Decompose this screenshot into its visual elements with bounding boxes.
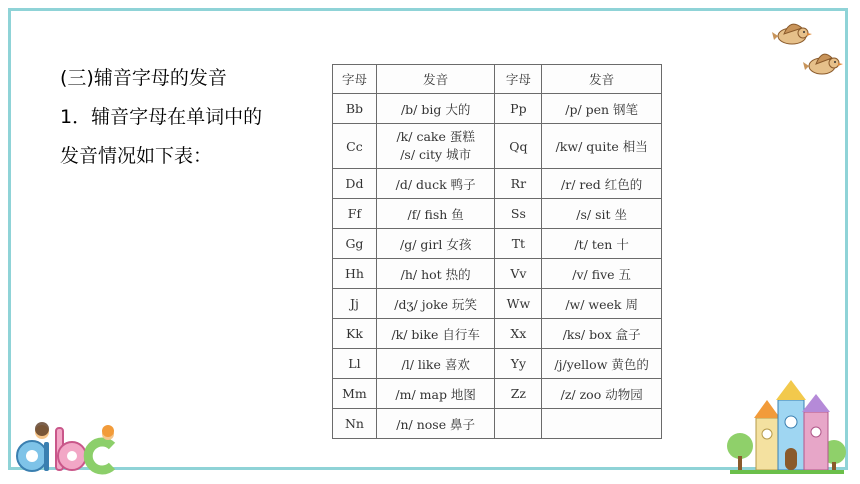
sound-cell: /h/ hot 热的 — [376, 259, 495, 289]
table-row — [333, 229, 662, 259]
sound-cell: /m/ map 地图 — [376, 379, 495, 409]
letter-cell: Hh — [333, 259, 377, 289]
header-sound: 发音 — [542, 65, 662, 94]
table-row — [333, 379, 662, 409]
letter-cell: Ff — [333, 199, 377, 229]
table-row — [333, 169, 662, 199]
consonant-table — [332, 64, 662, 439]
castle-icon — [722, 378, 852, 478]
header-letter: 字母 — [495, 65, 542, 94]
letter-cell: Mm — [333, 379, 377, 409]
letter-cell: Vv — [495, 259, 542, 289]
sound-cell — [542, 409, 662, 439]
sound-line: /s/ city 城市 — [400, 147, 472, 162]
sound-cell: /l/ like 喜欢 — [376, 349, 495, 379]
letter-cell: Gg — [333, 229, 377, 259]
subheading-line-1: 1．辅音字母在单词中的 — [60, 106, 263, 128]
header-sound: 发音 — [376, 65, 495, 94]
sound-cell: /f/ fish 鱼 — [376, 199, 495, 229]
letter-cell: Kk — [333, 319, 377, 349]
letter-cell: Rr — [495, 169, 542, 199]
sound-cell: /kw/ quite 相当 — [542, 124, 662, 169]
letter-cell — [495, 409, 542, 439]
letter-cell: Tt — [495, 229, 542, 259]
sound-cell: /v/ five 五 — [542, 259, 662, 289]
sound-cell: /k/ bike 自行车 — [376, 319, 495, 349]
abc-letters-icon — [12, 418, 122, 476]
sound-cell: /n/ nose 鼻子 — [376, 409, 495, 439]
table-row — [333, 409, 662, 439]
sound-cell: /g/ girl 女孩 — [376, 229, 495, 259]
table-row — [333, 199, 662, 229]
table-row — [333, 94, 662, 124]
sound-cell: /dʒ/ joke 玩笑 — [376, 289, 495, 319]
letter-cell: Jj — [333, 289, 377, 319]
letter-cell: Ss — [495, 199, 542, 229]
subheading-line-2: 发音情况如下表： — [60, 145, 213, 167]
sound-line: /k/ cake 蛋糕 — [396, 129, 475, 144]
letter-cell: Cc — [333, 124, 377, 169]
sound-cell: /w/ week 周 — [542, 289, 662, 319]
sound-cell: /p/ pen 钢笔 — [542, 94, 662, 124]
sound-cell: /ks/ box 盒子 — [542, 319, 662, 349]
birds-icon — [770, 14, 852, 84]
letter-cell: Xx — [495, 319, 542, 349]
header-letter: 字母 — [333, 65, 377, 94]
letter-cell: Pp — [495, 94, 542, 124]
table-row — [333, 349, 662, 379]
letter-cell: Nn — [333, 409, 377, 439]
sound-cell: /d/ duck 鸭子 — [376, 169, 495, 199]
sound-cell: /z/ zoo 动物园 — [542, 379, 662, 409]
letter-cell: Bb — [333, 94, 377, 124]
table-row — [333, 289, 662, 319]
table-row — [333, 319, 662, 349]
letter-cell: Dd — [333, 169, 377, 199]
sound-cell: /r/ red 红色的 — [542, 169, 662, 199]
section-heading: (三)辅音字母的发音 — [60, 67, 227, 89]
letter-cell: Zz — [495, 379, 542, 409]
letter-cell: Yy — [495, 349, 542, 379]
letter-cell: Ll — [333, 349, 377, 379]
letter-cell: Ww — [495, 289, 542, 319]
table-row — [333, 124, 662, 169]
sound-cell — [376, 124, 495, 169]
letter-cell: Qq — [495, 124, 542, 169]
table-row — [333, 259, 662, 289]
sound-cell: /j/yellow 黄色的 — [542, 349, 662, 379]
sound-cell: /t/ ten 十 — [542, 229, 662, 259]
sound-cell: /s/ sit 坐 — [542, 199, 662, 229]
sound-cell: /b/ big 大的 — [376, 94, 495, 124]
table-header-row — [333, 65, 662, 94]
